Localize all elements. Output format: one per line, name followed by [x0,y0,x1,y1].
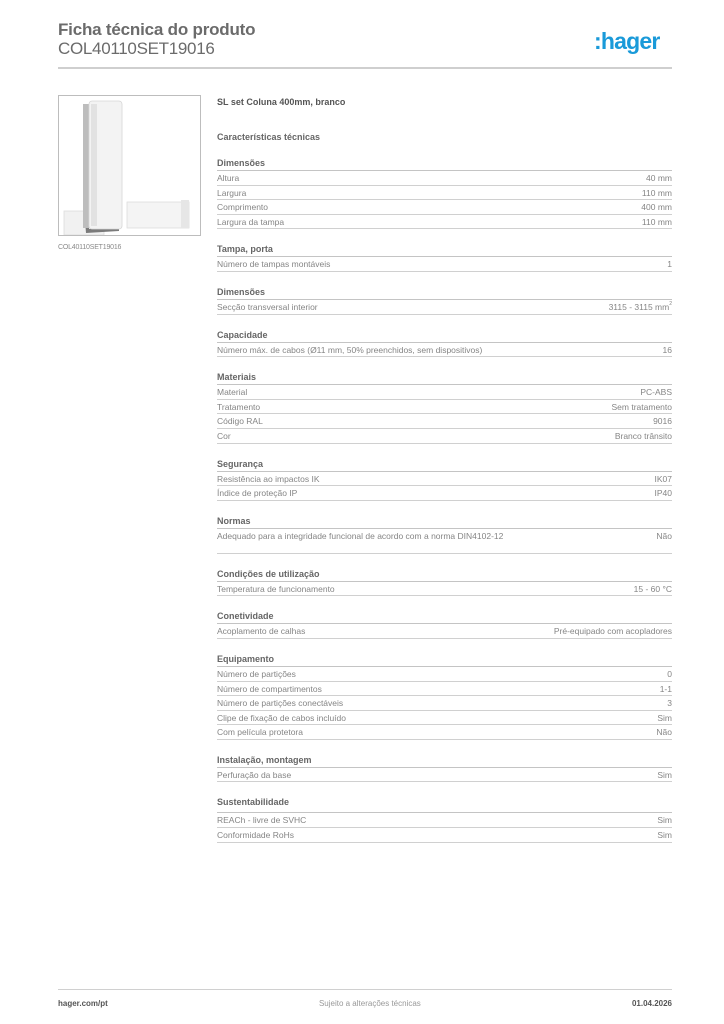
section-conetividade [217,610,672,639]
section-title: Conetividade [217,610,672,624]
spec-label: Conformidade RoHs [217,830,295,841]
spec-label: Número de compartimentos [217,683,322,694]
spec-value: 1 [667,259,672,270]
spec-label: Clipe de fixação de cabos incluído [217,712,346,723]
spec-label: Largura da tampa [217,216,285,227]
spec-label: Com película protetora [217,727,303,738]
section-instalacao-montagem [217,754,672,783]
spec-value: Sem tratamento [611,401,672,412]
document-title: Ficha técnica do produto [58,20,256,39]
spec-value: Sim [657,815,672,826]
spec-label: Resistência ao impactos IK [217,473,320,484]
spec-value: Pré-equipado com acopladores [553,626,672,637]
spec-label: Comprimento [217,202,269,213]
section-materiais [217,371,672,443]
section-equipamento [217,653,672,740]
spec-value: Sim [657,712,672,723]
spec-label: Temperatura de funcionamento [217,583,335,594]
product-image [58,95,201,236]
spec-label: Adequado para a integridade funcional de acordo com a norma DIN4102-12 [217,530,504,541]
spec-value: 16 [662,344,672,355]
spec-row [217,215,672,230]
section-title: Segurança [217,458,672,472]
spec-row [217,682,672,697]
spec-label: Código RAL [217,416,263,427]
tech-characteristics-title: Características técnicas [217,132,321,142]
product-code: COL40110SET19016 [58,39,215,58]
section-title: Materiais [217,371,672,385]
spec-value-text: 3115 - 3115 mm [608,301,670,312]
spec-value: Não [656,727,672,738]
spec-value: 40 mm [646,173,672,183]
spec-value: 110 mm [641,187,672,198]
section-condicoes-utilizacao [217,568,672,597]
footer-notice: Sujeito a alterações técnicas [318,999,421,1008]
spec-row [217,300,672,315]
spec-row [217,667,672,682]
section-sustentabilidade [217,796,672,842]
spec-label: Cor [217,430,231,441]
spec-row [217,200,672,215]
spec-value: 9016 [653,416,672,427]
section-tampa-porta [217,243,672,272]
spec-label: Tratamento [217,401,261,412]
section-capacidade [217,329,672,358]
spec-row [217,472,672,487]
spec-content [217,96,672,843]
spec-value: 3 [667,698,672,709]
spec-label: Altura [217,173,240,183]
spec-value: Sim [657,830,672,841]
footer-divider [58,989,672,990]
page-header [58,20,672,58]
unit-superscript: 2 [669,300,672,307]
spec-row [217,725,672,740]
spec-value: Branco trânsito [614,430,672,441]
spec-row [217,186,672,201]
spec-label: Número de tampas montáveis [217,259,331,270]
spec-label: Índice de proteção IP [217,488,298,499]
product-illustration-icon [59,96,201,236]
section-title: Capacidade [217,329,672,343]
section-title: Equipamento [217,653,672,667]
spec-label: Acoplamento de calhas [217,626,306,637]
page-footer [58,999,672,1008]
spec-value [609,301,672,313]
spec-label: Material [217,387,248,398]
spec-row [217,385,672,400]
header-divider [58,67,672,69]
spec-row [217,696,672,711]
spec-label: Número de partições [217,668,296,679]
spec-label: REACh - livre de SVHC [217,815,307,826]
spec-value: 15 - 60 °C [633,583,672,594]
spec-row [217,257,672,272]
hager-logo: :hager [594,28,660,54]
spec-row [217,624,672,639]
spec-value: IP40 [654,488,672,499]
section-title: Sustentabilidade [217,796,672,813]
spec-row [217,486,672,501]
spec-row [217,813,672,828]
spec-row [217,171,672,186]
spec-value: 110 mm [641,216,672,227]
spec-row [217,768,672,783]
section-title: Dimensões [217,157,672,171]
spec-row [217,529,672,554]
spec-row [217,711,672,726]
spec-row [217,429,672,444]
section-title: Dimensões [217,286,672,300]
spec-label: Número de partições conectáveis [217,698,344,709]
section-normas [217,515,672,554]
spec-value: IK07 [654,473,672,484]
spec-value: 1-1 [659,683,672,694]
spec-row [217,414,672,429]
spec-row [217,400,672,415]
spec-value: 400 mm [641,202,672,213]
section-title: Instalação, montagem [217,754,672,768]
product-name: SL set Coluna 400mm, branco [217,97,346,107]
spec-value: Não [656,530,672,541]
spec-row [217,343,672,358]
spec-value: PC-ABS [640,387,672,398]
spec-value: 0 [667,668,672,679]
section-dimensoes-2 [217,286,672,315]
website-link[interactable]: hager.com/pt [58,999,108,1008]
section-dimensoes [217,157,672,229]
spec-value: Sim [657,769,672,780]
section-title: Condições de utilização [217,568,672,582]
section-title: Tampa, porta [217,243,672,257]
image-caption: COL40110SET19016 [58,244,122,251]
spec-row [217,582,672,597]
spec-label: Largura [217,187,247,198]
spec-label: Perfuração da base [217,769,292,780]
section-seguranca [217,458,672,501]
section-title: Normas [217,515,672,529]
spec-row [217,828,672,843]
spec-label: Secção transversal interior [217,301,318,312]
spec-label: Número máx. de cabos (Ø11 mm, 50% preenchidos, sem dispositivos) [217,344,483,355]
footer-date: 01.04.2026 [631,999,672,1008]
